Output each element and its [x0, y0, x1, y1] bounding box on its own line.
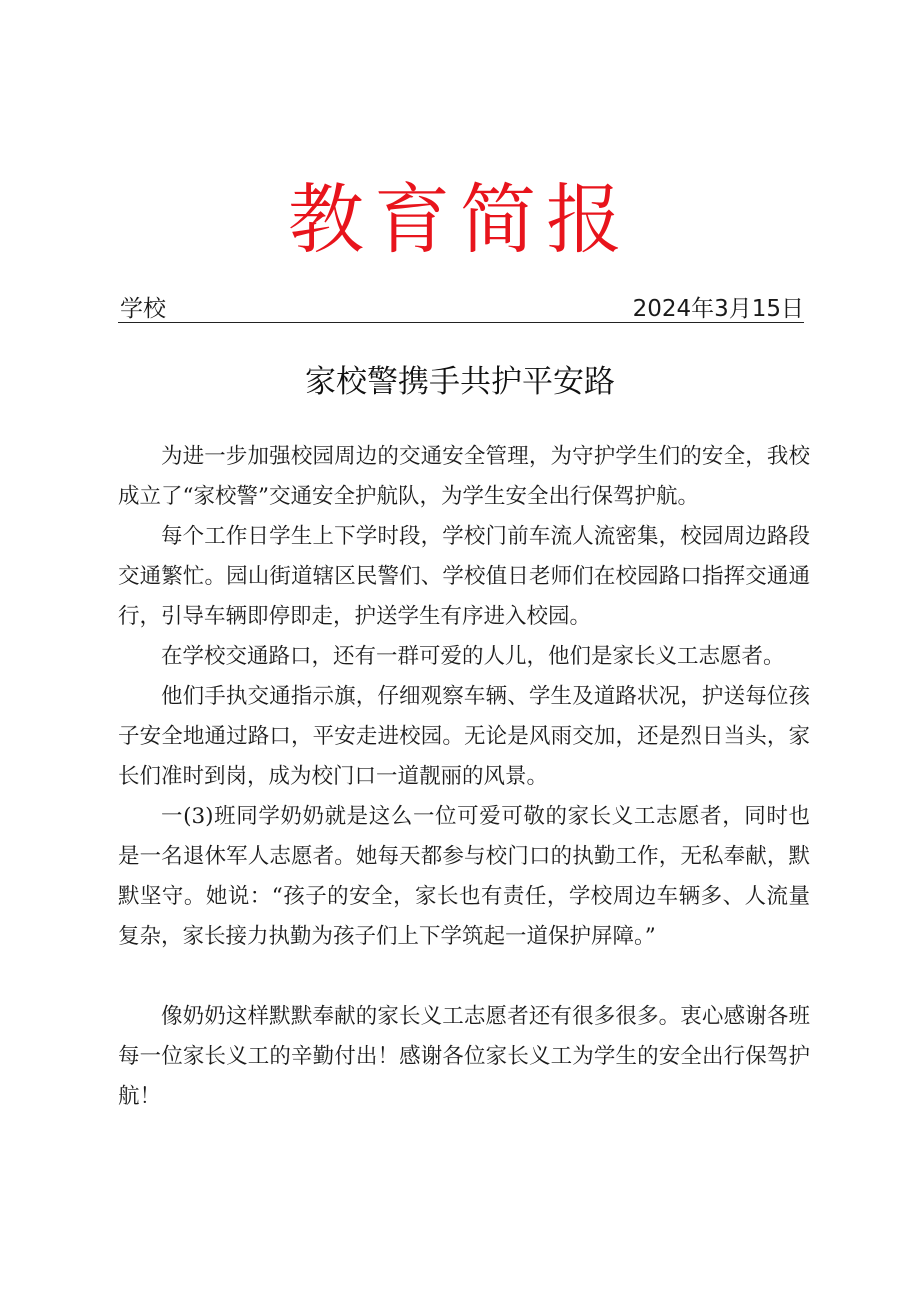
paragraph: 为进一步加强校园周边的交通安全管理，为守护学生们的安全，我校成立了“家校警”交通安全护航队，为学生安全出行保驾护航。 [118, 444, 810, 509]
paragraph: 像奶奶这样默默奉献的家长义工志愿者还有很多很多。衷心感谢各班每一位家长义工的辛勤付出！感谢各位家长义工为学生的安全出行保驾护航！ [118, 1004, 810, 1109]
paragraph: 一(3)班同学奶奶就是这么一位可爱可敬的家长义工志愿者，同时也是一名退休军人志愿者。她每天都参与校门口的执勤工作，无私奉献，默默坚守。她说：“孩子的安全，家长也有责任，学校周边车辆多、人流量复杂，家长接力执勤为孩子们上下学筑起一道保护屏障。” [118, 804, 810, 949]
masthead-title: 教育简报 [288, 175, 632, 264]
paragraph: 他们手执交通指示旗，仔细观察车辆、学生及道路状况，护送每位孩子安全地通过路口，平安走进校园。无论是风雨交加，还是烈日当头，家长们准时到岗，成为校门口一道靓丽的风景。 [118, 684, 810, 789]
paragraph: 每个工作日学生上下学时段，学校门前车流人流密集，校园周边路段交通繁忙。园山街道辖区民警们、学校值日老师们在校园路口指挥交通通行，引导车辆即停即走，护送学生有序进入校园。 [118, 524, 810, 629]
issue-info-bar [118, 296, 804, 323]
school-label: 学校 [120, 296, 166, 322]
article-body [118, 437, 810, 1117]
issue-date: 2024年3月15日 [632, 296, 804, 322]
paragraph: 在学校交通路口，还有一群可爱的人儿，他们是家长义工志愿者。 [161, 644, 785, 669]
article-title: 家校警携手共护平安路 [305, 364, 615, 400]
